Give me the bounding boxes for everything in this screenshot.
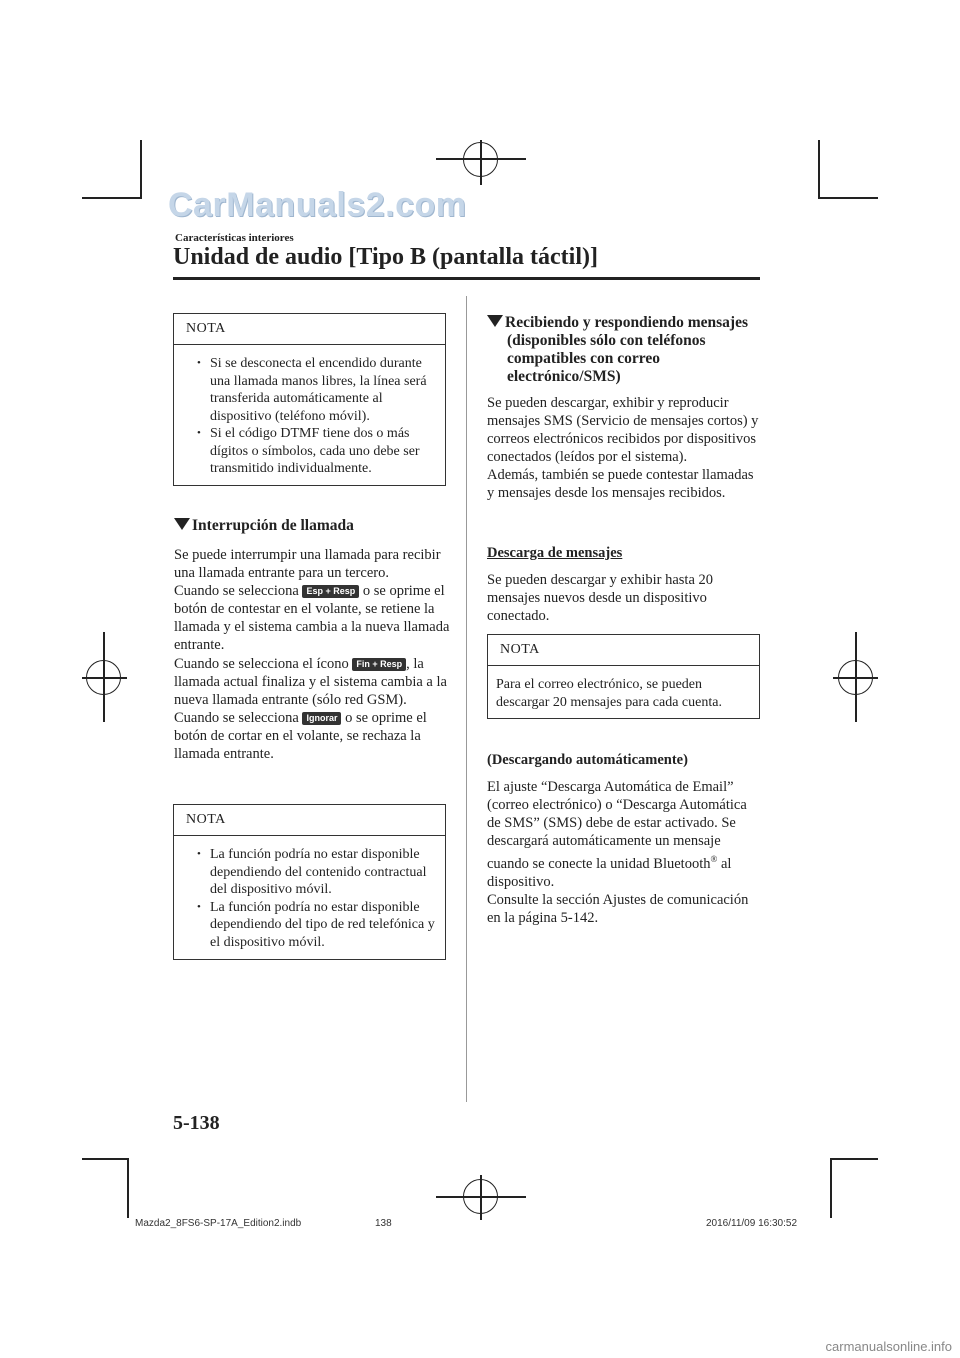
site-watermark: CarManuals2.com (168, 186, 467, 224)
receiving-body (487, 394, 759, 503)
esp-resp-button-icon: Esp + Resp (302, 585, 359, 598)
paragraph: Se puede interrumpir una llamada para recibir una llamada entrante para un tercero. (174, 547, 441, 582)
interrupt-body (174, 546, 450, 763)
note-heading: NOTA (174, 805, 445, 836)
footer-filename: Mazda2_8FS6-SP-17A_Edition2.indb (135, 1218, 302, 1229)
note-box-availability (173, 804, 446, 960)
note-text: Para el correo electrónico, se pueden descargar 20 mensajes para cada cuenta. (496, 677, 722, 710)
note-item: • Si el código DTMF tiene dos o más dígitos o símbolos, cada uno debe ser transmitido individualmente. (184, 425, 435, 478)
footer-timestamp: 2016/11/09 16:30:52 (706, 1218, 798, 1229)
paragraph: Además, también se puede contestar llamadas y mensajes desde los mensajes recibidos. (487, 467, 754, 502)
auto-download-heading: (Descargando automáticamente) (487, 752, 688, 768)
auto-download-body (487, 778, 761, 928)
paragraph: El ajuste “Descarga Automática de Email” (correo electrónico) o “Descarga Automática de SMS” (SMS) debe de estar activado. Se descargará automáticamente un mensaje cuando se conecte la unidad Bluetooth® al dispositivo. (487, 779, 747, 891)
paragraph: Cuando se selecciona el ícono Fin + Resp , la llamada actual finaliza y el sistema cambia a la nueva llamada entrante (sólo red GSM). (174, 655, 447, 708)
note-item: • La función podría no estar disponible dependiendo del contenido contractual del dispositivo móvil. (184, 846, 435, 899)
triangle-marker-icon (487, 315, 503, 327)
note-box-hands-free (173, 313, 446, 486)
paragraph: Cuando se selecciona Ignorar o se oprime el botón de cortar en el volante, se rechaza la llamada entrante. (174, 709, 427, 763)
note-item: • Si se desconecta el encendido durante una llamada manos libres, la línea será transferida automáticamente al dispositivo (teléfono móvil). (184, 355, 435, 425)
paragraph: Se pueden descargar, exhibir y reproducir mensajes SMS (Servicio de mensajes cortos) y correos electrónicos recibidos por dispositivos conectados (leídos por el sistema). (487, 395, 759, 466)
column-divider (466, 296, 467, 1102)
ignorar-button-icon: Ignorar (302, 712, 341, 725)
paragraph: Consulte la sección Ajustes de comunicación en la página 5-142. (487, 892, 749, 927)
page-number: 5-138 (173, 1112, 220, 1134)
download-heading: Descarga de mensajes (487, 545, 623, 561)
triangle-marker-icon (174, 518, 190, 530)
note-heading: NOTA (488, 635, 759, 666)
note-item: • La función podría no estar disponible dependiendo del tipo de red telefónica y el dispositivo móvil. (184, 899, 435, 952)
title-rule (173, 277, 760, 280)
fin-resp-button-icon: Fin + Resp (352, 658, 406, 671)
section-label: Características interiores (175, 232, 294, 244)
paragraph: Cuando se selecciona Esp + Resp o se oprime el botón de contestar en el volante, se retiene la llamada y el sistema cambia a la nueva llamada entrante. (174, 583, 450, 654)
download-body: Se pueden descargar y exhibir hasta 20 mensajes nuevos desde un dispositivo conectado. (487, 572, 714, 625)
page-title: Unidad de audio [Tipo B (pantalla táctil)] (173, 244, 598, 270)
note-heading: NOTA (174, 314, 445, 345)
section-heading-interrupt: Interrupción de llamada (174, 517, 454, 535)
footer-page: 138 (375, 1218, 392, 1229)
note-box-email (487, 634, 760, 719)
section-heading-receiving: Recibiendo y respondiendo mensajes (disponibles sólo con teléfonos compatibles con correo electrónico/SMS) (487, 314, 757, 386)
bottom-site-watermark: carmanualsonline.info (825, 1339, 952, 1354)
